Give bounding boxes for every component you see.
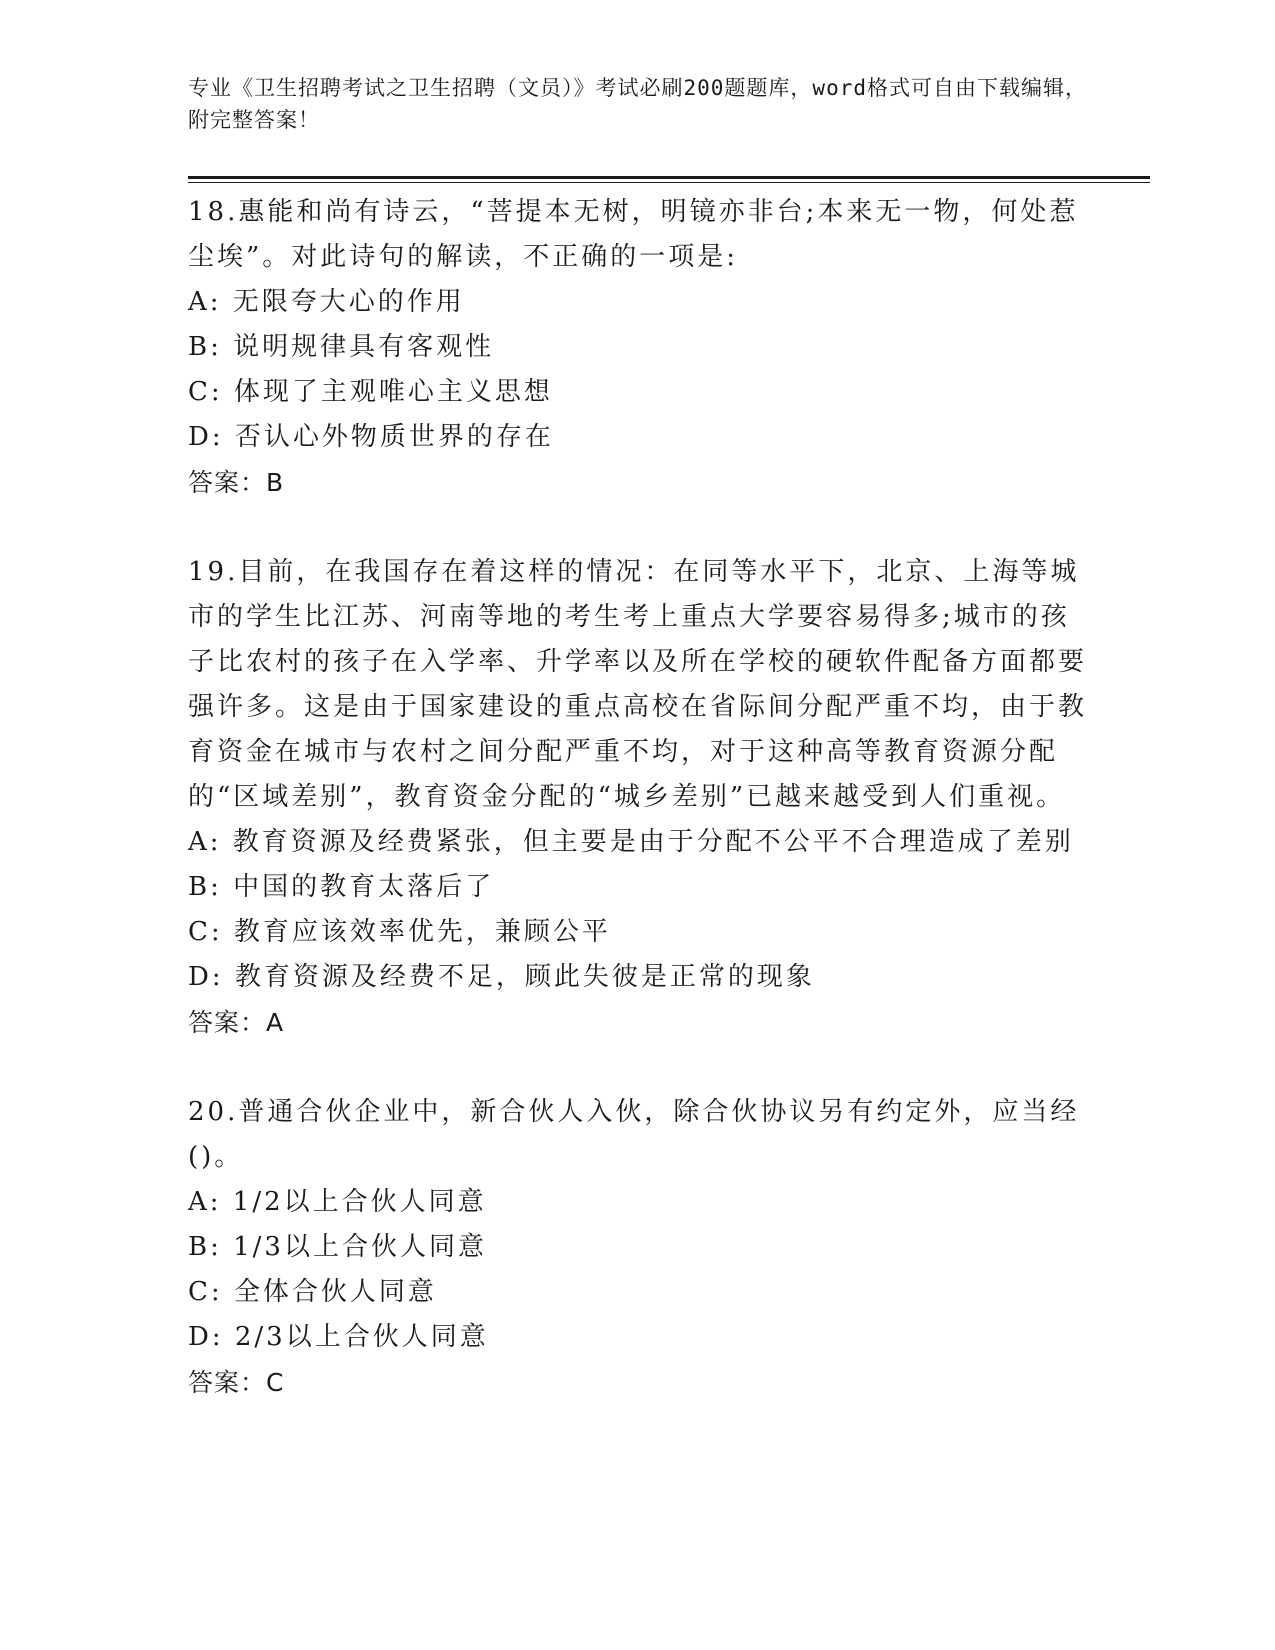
option-a: A: 无限夸大心的作用	[188, 287, 465, 317]
option-c: C: 教育应该效率优先，兼顾公平	[188, 917, 611, 947]
question-20	[188, 1090, 1088, 1405]
option-d: D: 否认心外物质世界的存在	[188, 422, 554, 452]
question-stem: 18.惠能和尚有诗云，“菩提本无树，明镜亦非台;本来无一物，何处惹尘埃”。对此诗句的解读，不正确的一项是:	[188, 197, 1079, 272]
option-a: A: 教育资源及经费紧张，但主要是由于分配不公平不合理造成了差别	[188, 827, 1074, 857]
option-a: A: 1/2以上合伙人同意	[188, 1187, 487, 1217]
answer-label: 答案：A	[188, 1008, 285, 1037]
header-rule-thick	[188, 176, 1150, 179]
question-list	[188, 190, 1088, 1450]
header-rule-thin	[188, 182, 1150, 183]
option-b: B: 1/3以上合伙人同意	[188, 1232, 487, 1262]
answer-label: 答案：C	[188, 1368, 285, 1397]
answer-label: 答案：B	[188, 468, 285, 497]
question-stem: 19.目前，在我国存在着这样的情况：在同等水平下，北京、上海等城市的学生比江苏、河南等地的考生考上重点大学要容易得多;城市的孩子比农村的孩子在入学率、升学率以及所在学校的硬软件配备方面都要强许多。这是由于国家建设的重点高校在省际间分配严重不均，由于教育资金在城市与农村之间分配严重不均，对于这种高等教育资源分配的“区域差别”，教育资金分配的“城乡差别”已越来越受到人们重视。	[188, 557, 1088, 812]
option-c: C: 全体合伙人同意	[188, 1277, 437, 1307]
option-d: D: 2/3以上合伙人同意	[188, 1322, 489, 1352]
option-c: C: 体现了主观唯心主义思想	[188, 377, 553, 407]
page-header: 专业《卫生招聘考试之卫生招聘（文员）》考试必刷200题题库，word格式可自由下载编辑，附完整答案！	[188, 76, 1087, 132]
question-18	[188, 190, 1088, 505]
option-b: B: 说明规律具有客观性	[188, 332, 495, 362]
option-d: D: 教育资源及经费不足，顾此失彼是正常的现象	[188, 962, 815, 992]
question-19	[188, 550, 1088, 1045]
option-b: B: 中国的教育太落后了	[188, 872, 495, 902]
question-stem: 20.普通合伙企业中，新合伙人入伙，除合伙协议另有约定外，应当经()。	[188, 1097, 1080, 1172]
